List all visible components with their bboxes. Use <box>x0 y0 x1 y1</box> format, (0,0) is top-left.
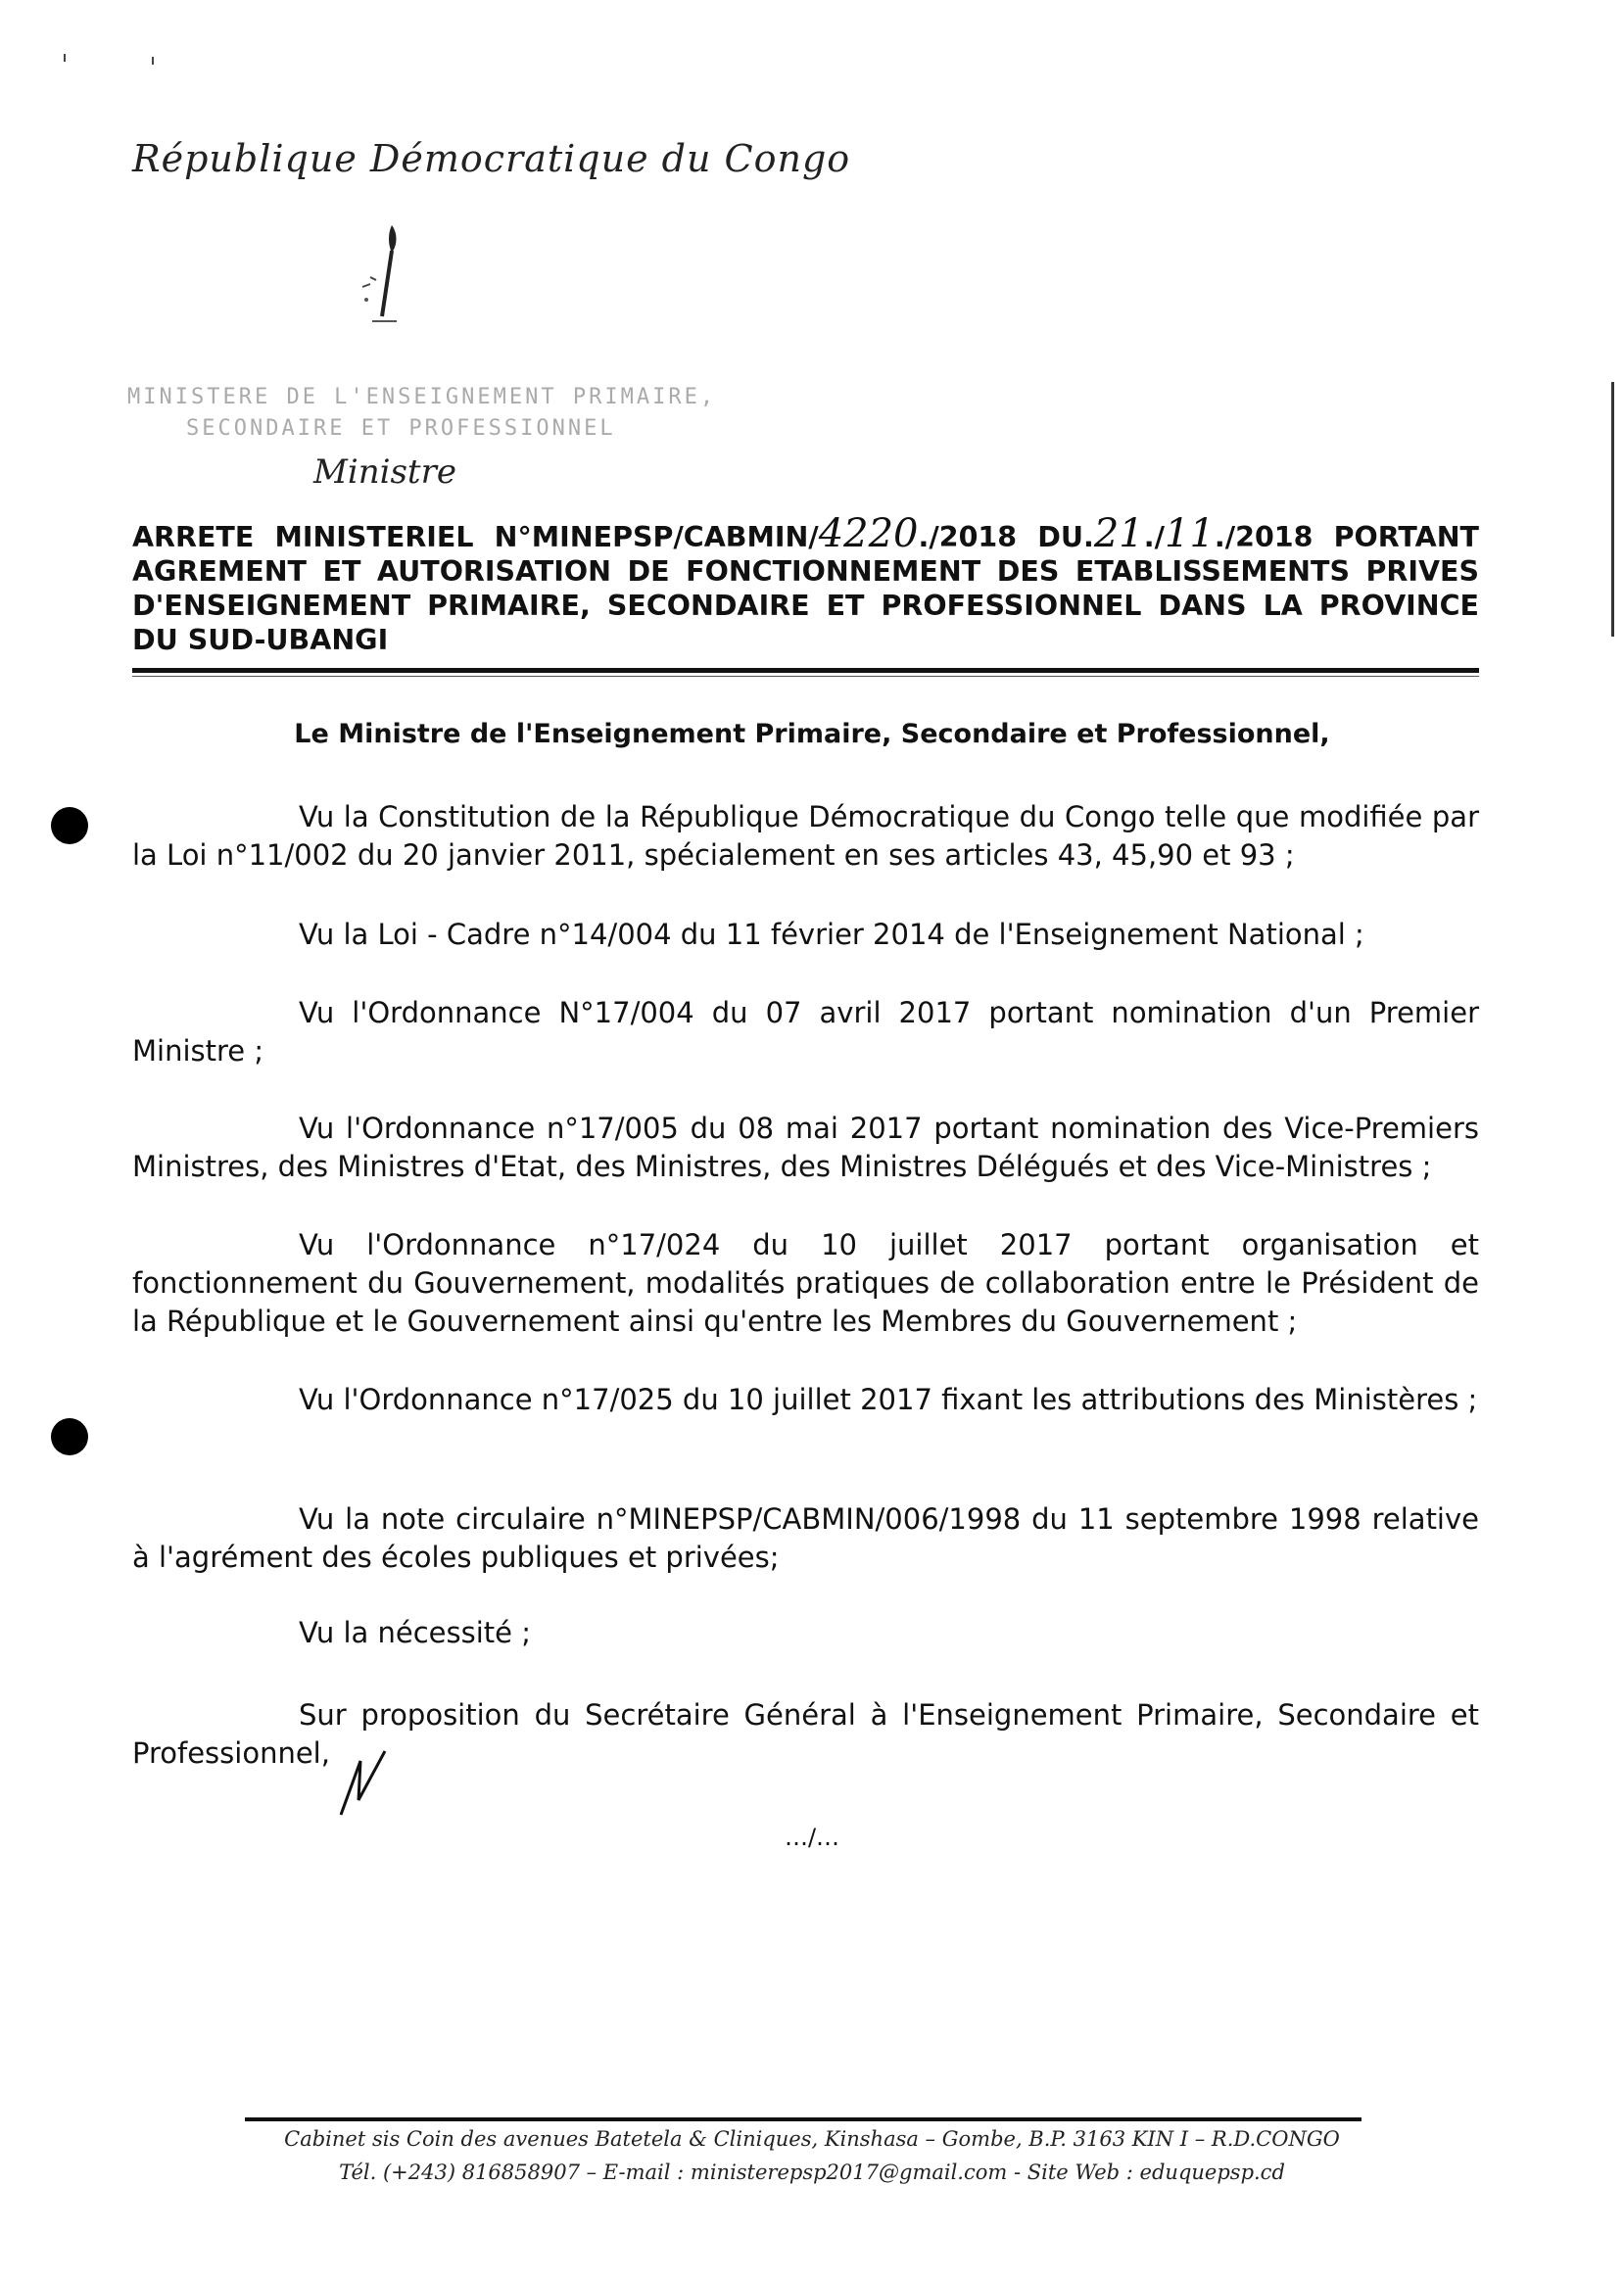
paragraph-text: Vu l'Ordonnance n°17/024 du 10 juillet 2017 portant organisation et fonctionnement du Gouvernement, modalités pratiques de collaboration entre le Président de la République et le Gouvernement ainsi qu'entre les Membres du Gouvernement ; <box>132 1228 1479 1338</box>
footer-address: Cabinet sis Coin des avenues Batetela & Cliniques, Kinshasa – Gombe, B.P. 3163 KIN I – R.D.CONGO <box>284 2127 1340 2151</box>
country-header: République Démocratique du Congo <box>132 137 851 180</box>
considerant-gouvernement <box>132 1226 1479 1341</box>
paragraph-text: Vu la Constitution de la République Démocratique du Congo telle que modifiée par la Loi n°11/002 du 20 janvier 2011, spécialement en ses articles 43, 45,90 et 93 ; <box>132 800 1479 872</box>
scan-edge-line <box>1611 382 1614 637</box>
considerant-note-circulaire <box>132 1500 1479 1577</box>
handwritten-day: 21 <box>1093 511 1144 556</box>
paragraph-text: Vu la nécessité ; <box>299 1616 531 1649</box>
paragraph-text: Vu la Loi - Cadre n°14/004 du 11 février 2014 de l'Enseignement National ; <box>299 918 1364 951</box>
considerant-vice-premiers <box>132 1110 1479 1186</box>
continuation-mark: …/… <box>784 1824 840 1851</box>
ministry-line1: MINISTERE DE L'ENSEIGNEMENT PRIMAIRE, <box>127 385 717 409</box>
paragraph-text: Sur proposition du Secrétaire Général à l'Enseignement Primaire, Secondaire et Professionnel, <box>132 1698 1479 1770</box>
footer-rule <box>245 2117 1361 2121</box>
scan-mark <box>152 57 154 65</box>
punch-hole-mark <box>51 807 88 844</box>
coat-of-arms-emblem <box>353 223 421 331</box>
handwritten-month: 11 <box>1165 511 1215 556</box>
paragraph-text: Vu la note circulaire n°MINEPSP/CABMIN/006/1998 du 11 septembre 1998 relative à l'agrément des écoles publiques et privées; <box>132 1502 1479 1574</box>
title-prefix: ARRETE MINISTERIEL N°MINEPSP/CABMIN/ <box>132 521 819 553</box>
decree-title <box>132 511 1479 657</box>
considerant-loi-cadre <box>132 916 1479 954</box>
paragraph-text: Vu l'Ordonnance N°17/004 du 07 avril 2017 portant nomination d'un Premier Ministre ; <box>132 996 1479 1068</box>
considerant-attributions <box>132 1381 1479 1419</box>
handwritten-number: 4220 <box>818 511 919 556</box>
footer-contact: Tél. (+243) 816858907 – E-mail : ministerepsp2017@gmail.com - Site Web : eduquepsp.cd <box>339 2161 1285 2184</box>
ministry-line2: SECONDAIRE ET PROFESSIONNEL <box>186 416 616 441</box>
considerant-premier-ministre <box>132 994 1479 1070</box>
title-line-3: D'ENSEIGNEMENT PRIMAIRE, SECONDAIRE ET PROFESSIONNEL DANS LA PROVINCE <box>132 590 1479 622</box>
scan-mark <box>64 54 66 62</box>
title-underline-thick <box>132 668 1479 673</box>
ministre-label: Ministre <box>313 452 456 492</box>
title-mid: ./2018 DU. <box>918 521 1094 553</box>
minister-heading: Le Ministre de l'Enseignement Primaire, Secondaire et Professionnel, <box>294 719 1330 749</box>
title-separator: ./ <box>1143 521 1165 553</box>
considerant-necessite <box>132 1614 1479 1652</box>
title-underline-thin <box>132 676 1479 677</box>
initial-signature <box>331 1741 390 1820</box>
title-suffix: ./2018 PORTANT <box>1214 521 1479 553</box>
punch-hole-mark <box>51 1418 88 1455</box>
ministry-stamp <box>127 382 716 445</box>
considerant-constitution <box>132 798 1479 875</box>
title-line-1 <box>132 511 1479 556</box>
title-line-2: AGREMENT ET AUTORISATION DE FONCTIONNEMENT DES ETABLISSEMENTS PRIVES <box>132 555 1479 588</box>
paragraph-text: Vu l'Ordonnance n°17/025 du 10 juillet 2017 fixant les attributions des Ministères ; <box>299 1383 1478 1416</box>
title-line-4: DU SUD-UBANGI <box>132 624 389 656</box>
paragraph-text: Vu l'Ordonnance n°17/005 du 08 mai 2017 portant nomination des Vice-Premiers Ministres, des Ministres d'Etat, des Ministres, des Ministres Délégués et des Vice-Ministres ; <box>132 1112 1479 1183</box>
